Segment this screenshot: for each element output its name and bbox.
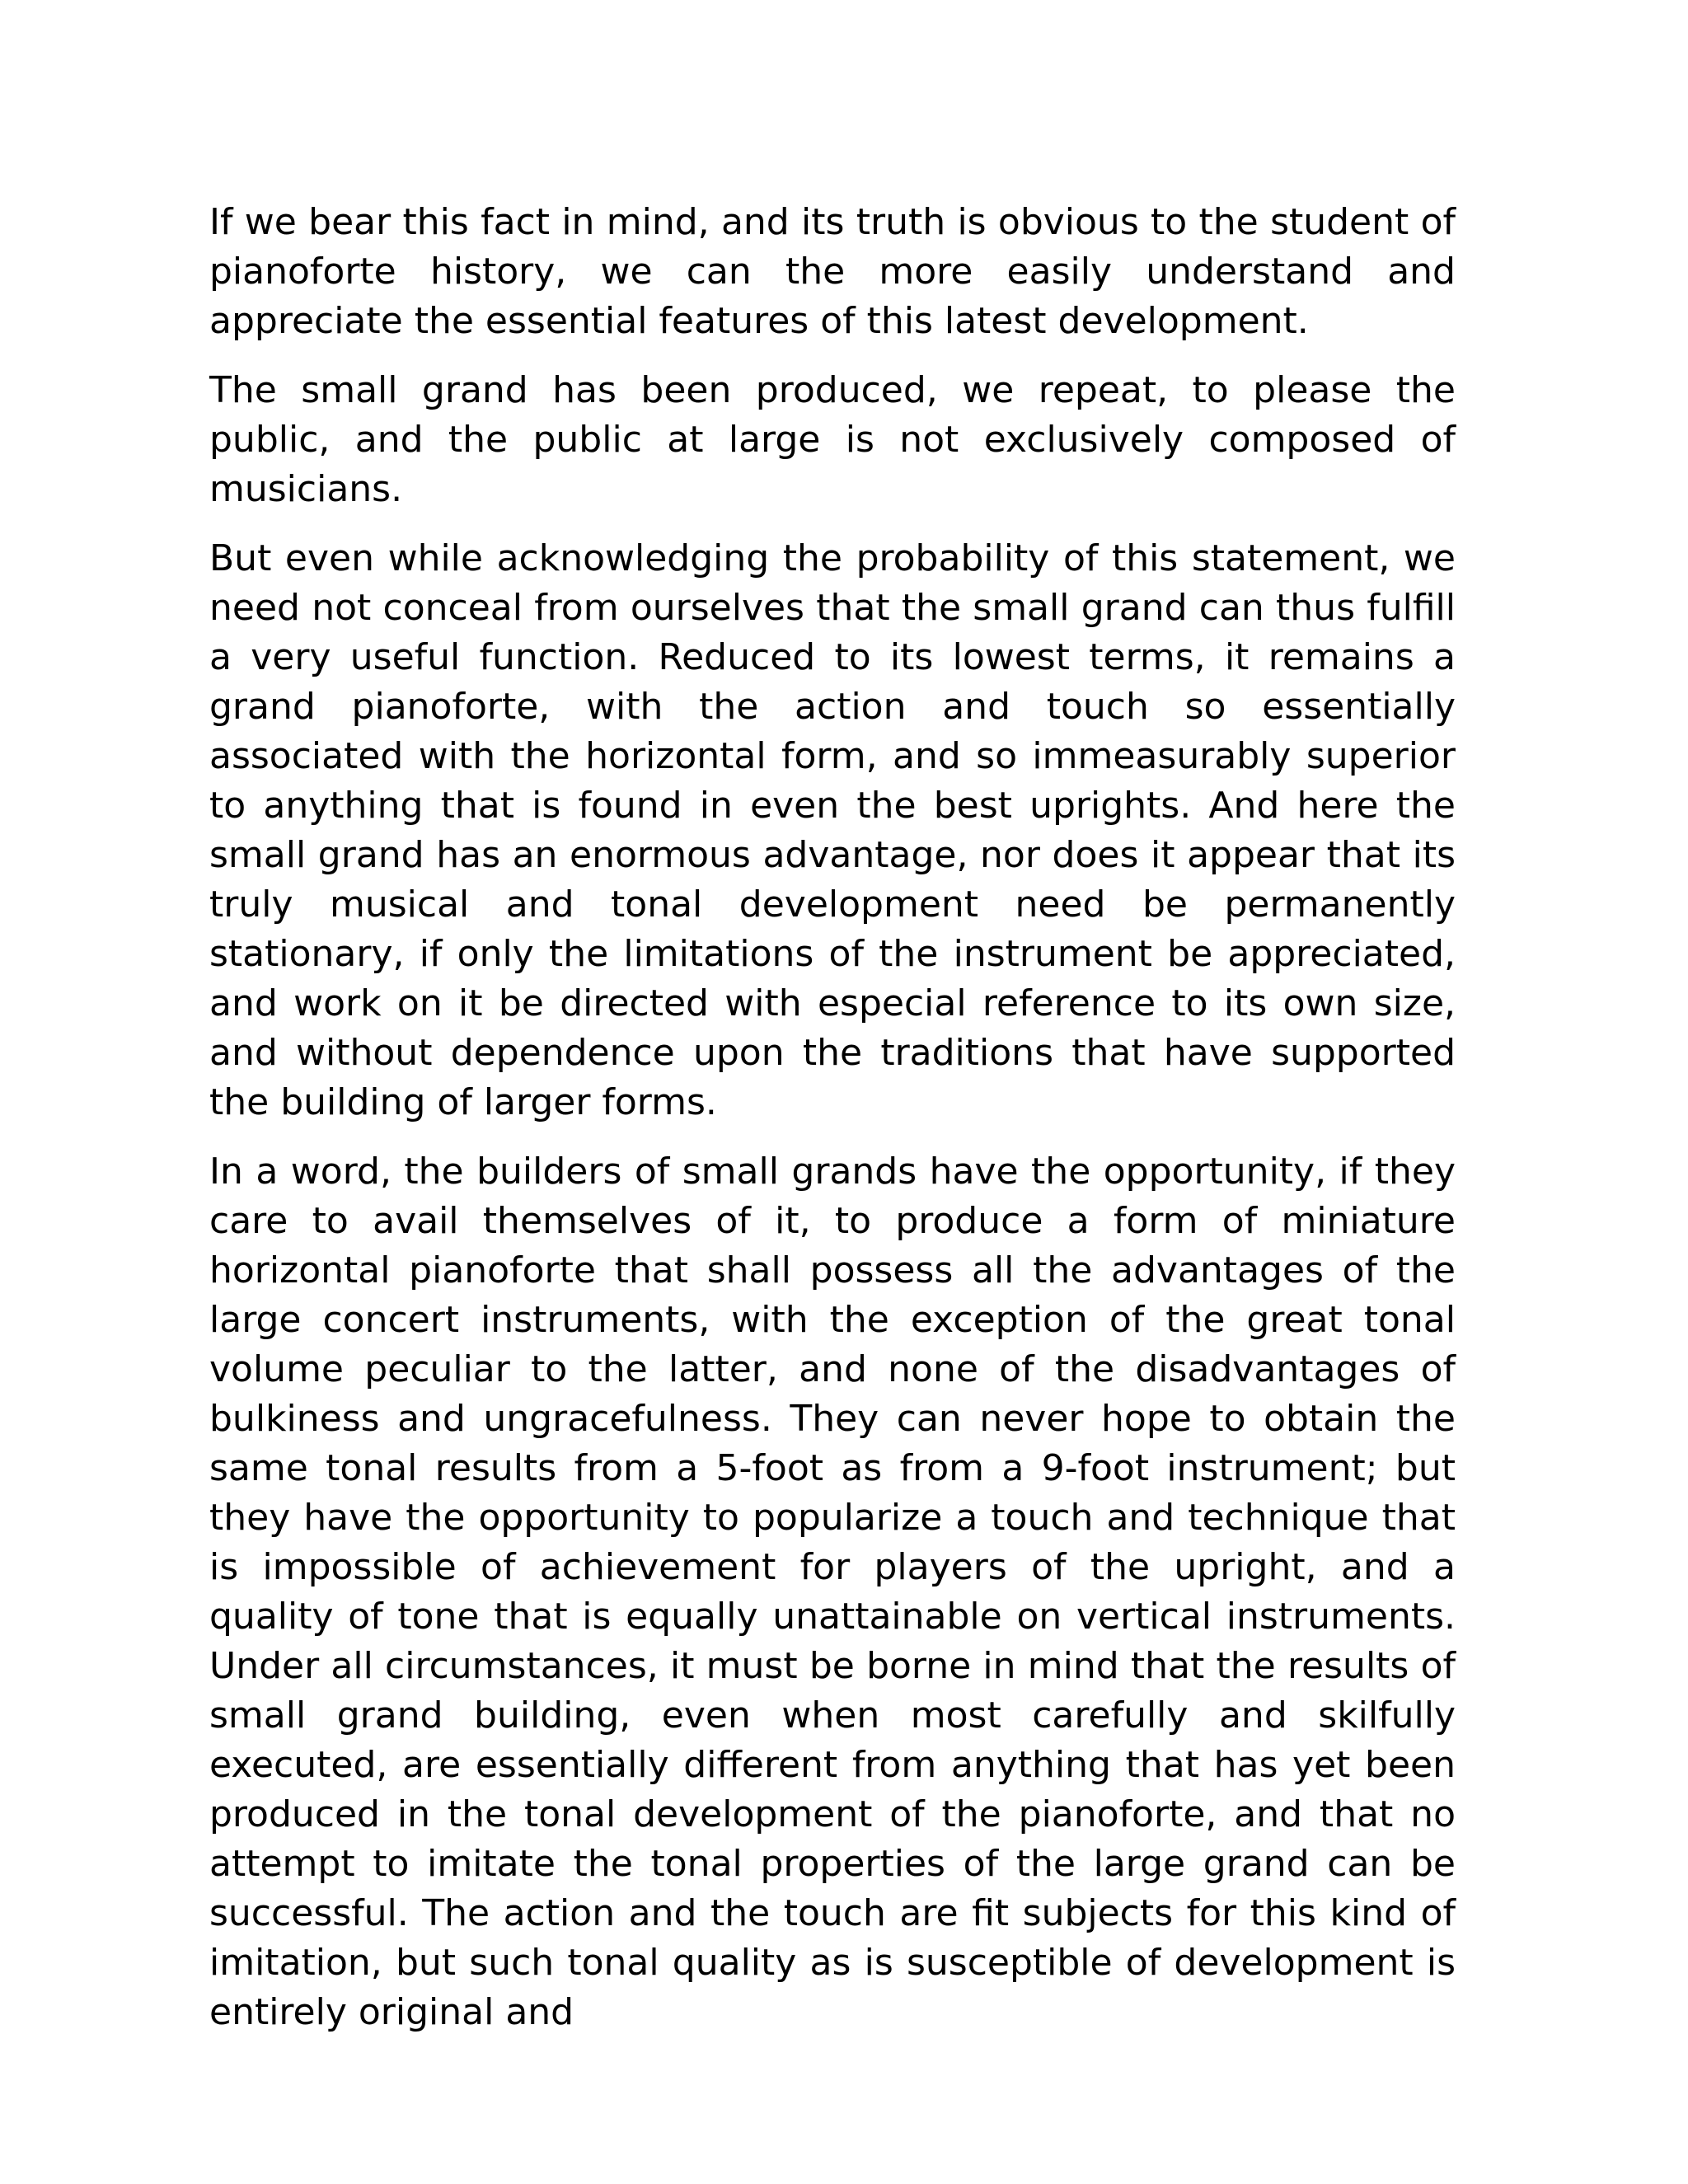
body-text xyxy=(209,198,1456,2037)
paragraph-1: If we bear this fact in mind, and its truth is obvious to the student of pianoforte history, we can the more easily understand and appreciate the essential features of this latest development. xyxy=(209,201,1456,342)
paragraph-4: In a word, the builders of small grands have the opportunity, if they care to avail themselves of it, to produce a form of miniature horizontal pianoforte that shall possess all the advantages of the large concert instruments, with the exception of the great tonal volume peculiar to the latter, and none of the disadvantages of bulkiness and ungracefulness. They can never hope to obtain the same tonal results from a 5-foot as from a 9-foot instrument; but they have the opportunity to popularize a touch and technique that is impossible of achievement for players of the upright, and a quality of tone that is equally unattainable on vertical instruments. Under all circumstances, it must be borne in mind that the results of small grand building, even when most carefully and skilfully executed, are essentially different from anything that has yet been produced in the tonal development of the pianoforte, and that no attempt to imitate the tonal properties of the large grand can be successful. The action and the touch are fit subjects for this kind of imitation, but such tonal quality as is susceptible of development is entirely original and xyxy=(209,1151,1456,2033)
paragraph-3: But even while acknowledging the probability of this statement, we need not conceal from ourselves that the small grand can thus fulfill a very useful function. Reduced to its lowest terms, it remains a grand pianoforte, with the action and touch so essentially associated with the horizontal form, and so immeasurably superior to anything that is found in even the best uprights. And here the small grand has an enormous advantage, nor does it appear that its truly musical and tonal development need be permanently stationary, if only the limitations of the instrument be appreciated, and work on it be directed with especial reference to its own size, and without dependence upon the traditions that have supported the building of larger forms. xyxy=(209,537,1456,1123)
paragraph-2: The small grand has been produced, we repeat, to please the public, and the public at large is not exclusively composed of musicians. xyxy=(209,369,1456,510)
